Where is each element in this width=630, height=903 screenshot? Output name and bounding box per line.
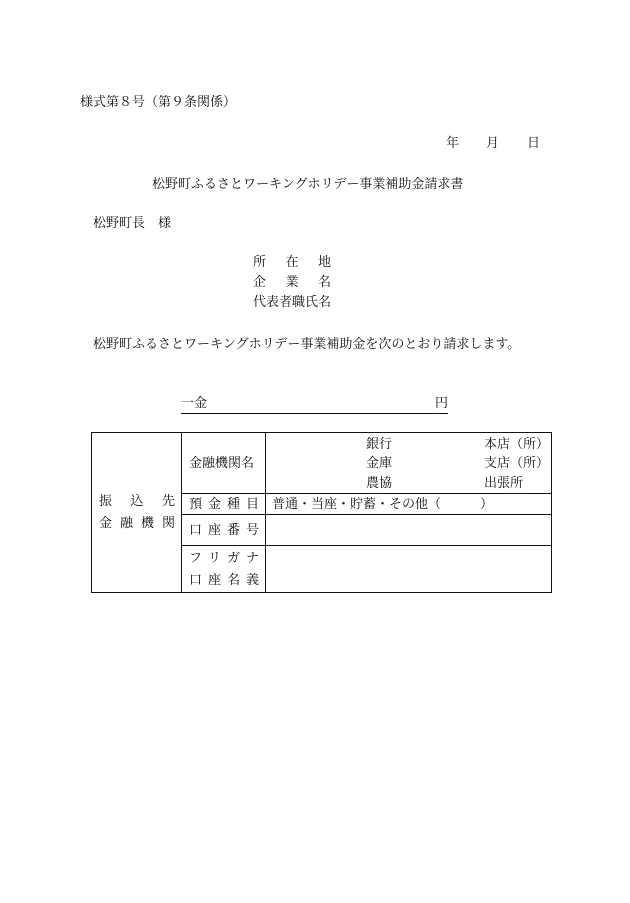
representative-label: 代表者職氏名 — [253, 295, 332, 310]
institution-type-nokyo: 農協 — [366, 476, 393, 491]
date-month: 月 — [486, 136, 500, 151]
amount-line — [181, 397, 448, 414]
branch-type-sub: 出張所 — [484, 476, 524, 491]
institution-name-field[interactable] — [266, 433, 552, 494]
addressee: 松野町長 様 — [93, 216, 172, 231]
transfer-destination-label: 振 込 先 金 融 機 関 — [92, 433, 182, 593]
institution-name-label: 金融機関名 — [182, 433, 266, 494]
amount-prefix: 一金 — [181, 396, 208, 411]
account-name-field[interactable] — [266, 546, 552, 593]
account-holder-label: 口 座 名 義 — [189, 572, 259, 588]
institution-type-bank: 銀行 — [366, 437, 393, 452]
bank-transfer-table — [91, 432, 552, 593]
account-number-label: 口 座 番 号 — [182, 515, 266, 546]
amount-unit: 円 — [434, 396, 448, 411]
account-number-field[interactable] — [266, 515, 552, 546]
furigana-label: フ リ ガ ナ — [189, 550, 259, 566]
institution-type-shinkin: 金庫 — [366, 456, 393, 471]
request-statement: 松野町ふるさとワーキングホリデー事業補助金を次のとおり請求します。 — [93, 337, 521, 352]
form-number: 様式第８号（第９条関係） — [80, 95, 237, 110]
deposit-type-label: 預 金 種 目 — [182, 494, 266, 515]
document-title: 松野町ふるさとワーキングホリデー事業補助金請求書 — [152, 177, 464, 192]
account-name-label — [182, 546, 266, 593]
date-year: 年 — [446, 136, 460, 151]
address-label: 所 在 地 — [253, 255, 331, 270]
deposit-type-field[interactable]: 普通・当座・貯蓄・その他（ ） — [266, 494, 552, 515]
branch-type-head: 本店（所） — [484, 437, 550, 452]
branch-type-branch: 支店（所） — [484, 456, 550, 471]
date-day: 日 — [527, 136, 541, 151]
company-name-label: 企 業 名 — [253, 275, 331, 290]
